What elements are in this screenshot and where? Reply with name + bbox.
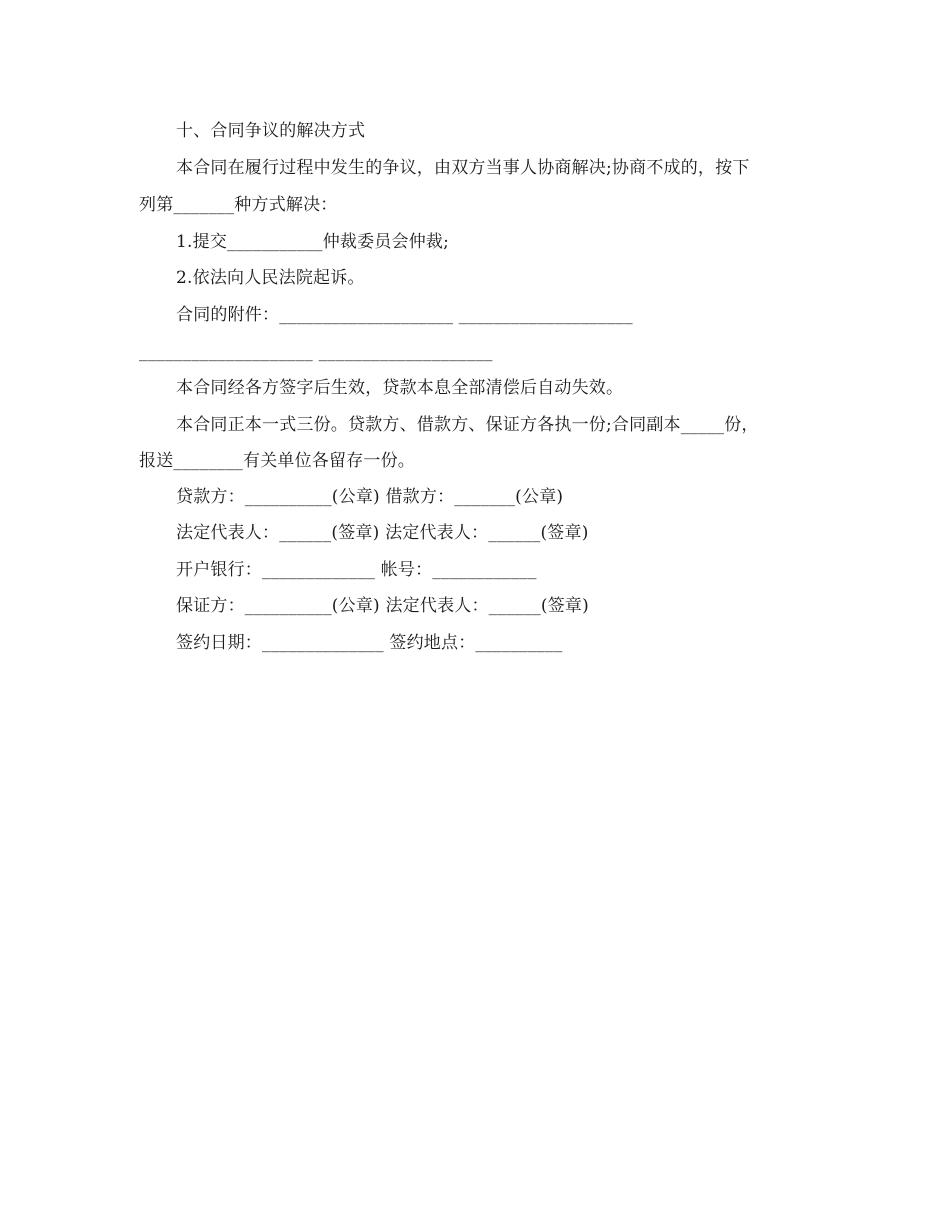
signature-date-place: 签约日期：______________ 签约地点：__________ [176, 633, 563, 653]
signature-guarantor: 保证方：__________(公章) 法定代表人：______(签章) [176, 596, 589, 616]
dispute-paragraph-line-2: 列第_______种方式解决： [139, 195, 338, 215]
copies-paragraph-line-2: 报送________有关单位各留存一份。 [139, 451, 415, 471]
resolution-option-2: 2.依法向人民法院起诉。 [176, 268, 365, 288]
dispute-paragraph-line-1: 本合同在履行过程中发生的争议，由双方当事人协商解决;协商不成的，按下 [176, 158, 750, 178]
attachments-line-1: 合同的附件：____________________ ____________________ [176, 305, 633, 325]
signature-lender-borrower: 贷款方：__________(公章) 借款方：_______(公章) [176, 487, 564, 507]
effect-clause: 本合同经各方签字后生效，贷款本息全部清偿后自动失效。 [176, 378, 624, 398]
resolution-option-1: 1.提交___________仲裁委员会仲裁; [176, 232, 450, 252]
signature-bank-account: 开户银行：_____________ 帐号：____________ [176, 560, 537, 580]
signature-legal-representatives: 法定代表人：______(签章) 法定代表人：______(签章) [176, 523, 589, 543]
attachments-line-2: ____________________ ____________________ [139, 342, 493, 362]
section-heading: 十、合同争议的解决方式 [176, 121, 366, 141]
copies-paragraph-line-1: 本合同正本一式三份。贷款方、借款方、保证方各执一份;合同副本_____份， [176, 415, 759, 435]
